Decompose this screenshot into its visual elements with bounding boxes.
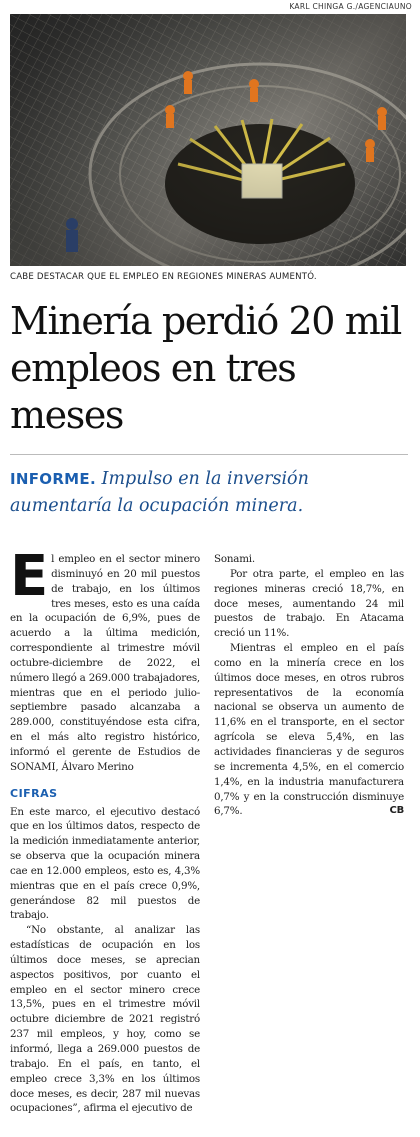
body-paragraph-1 <box>10 544 200 775</box>
deck <box>10 466 410 520</box>
headline: Minería perdió 20 mil empleos en tres meses <box>10 299 401 437</box>
body-paragraph-2: En este marco, el ejecutivo destacó que en los últimos datos, respecto de la medición inmediatamente anterior, se observa que la ocupación minera cae en 12.000 empleos, esto es, 4,3% mientras que en el país crece 0,9%, generándose 82 mil puestos de trabajo. <box>10 805 200 922</box>
body-paragraph-3: “No obstante, al analizar las estadísticas de ocupación en los últimos doce meses, se aprecian aspectos positivos, por cuanto el empleo en el sector minero crece 13,5%, pues en el trimestre móvil octubre diciembre de 2021 registró 237 mil empleos, y hoy, como se informó, llega a 269.000 puestos de trabajo. En el país, en tanto, el empleo crece 3,3% en los últimos doce meses, es decir, 287 mil nuevas ocupaciones”, afirma el ejecutivo de <box>10 924 200 1115</box>
mining-site-illustration <box>10 14 406 266</box>
drop-cap: E <box>10 544 49 609</box>
headline-divider <box>10 454 408 455</box>
body-paragraph-4: Por otra parte, el empleo en las regiones mineras creció 18,7%, en doce meses, aumentando 24 mil puestos de trabajo. En Atacama creció un 11%. <box>214 567 404 640</box>
section-subhead: CIFRAS <box>10 786 58 800</box>
mining-site-photo <box>10 14 406 266</box>
deck-text: Impulso en la inversión aumentaría la ocupación minera. <box>10 469 309 516</box>
body-paragraph-1-text: l empleo en el sector minero disminuyó en 20 mil puestos de trabajo, en los últimos tres meses, esto es una caída en la ocupación de 6,9%, pues de acuerdo a la última medición, correspondiente al trimestre móvil octubre-diciembre de 2022, el número llegó a 269.000 trabajadores, mientras que en el periodo julio-septiembre pasado alcanzaba a 289.000, constituyéndose esta cifra, en el más alto registro histórico, informó el gerente de Estudios de SONAMI, Álvaro Merino <box>10 553 200 773</box>
deck-label: INFORME. <box>10 470 96 488</box>
article-column-right <box>214 552 404 819</box>
article-column-left <box>10 544 200 1116</box>
end-mark: CB <box>389 805 404 817</box>
body-paragraph-3-continued: Sonami. <box>214 553 255 565</box>
body-paragraph-5 <box>214 641 404 819</box>
body-paragraph-5-text: Mientras el empleo en el país como en la minería crece en los últimos doce meses, en otros rubros representativos de la economía nacional se observa un aumento de 11,6% en el transporte, en el sector agrícola se eleva 5,4%, en las actividades financieras y de seguros se incrementa 4,5%, en el comercio 1,4%, en la industria manufacturera 0,7% y en la construcción disminuye 6,7%. <box>214 642 404 818</box>
photo-caption: CABE DESTACAR QUE EL EMPLEO EN REGIONES MINERAS AUMENTÓ. <box>10 272 317 282</box>
photo-credit: KARL CHINGA G./AGENCIAUNO <box>289 2 412 11</box>
